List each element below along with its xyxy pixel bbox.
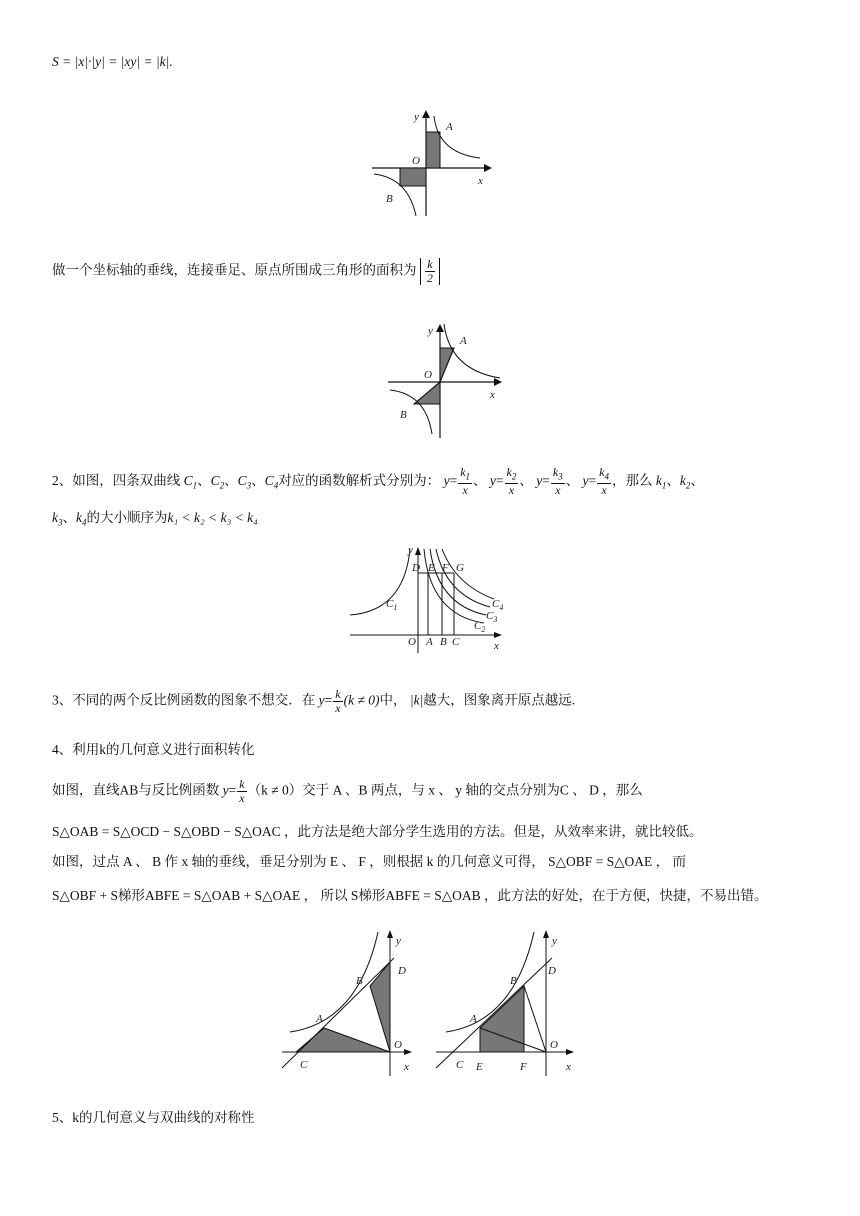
figure-trapezoid-abfe — [436, 928, 586, 1078]
svg-text:y: y — [408, 544, 413, 556]
svg-text:A: A — [446, 121, 453, 133]
svg-text:x: x — [404, 1061, 409, 1073]
item-4-para-2: S△OAB = S△OCD − S△OBD − S△OAC ，此方法是绝大部分学生选用的方法。但是，从效率来讲，就比较低。 — [52, 824, 703, 839]
svg-text:A: A — [470, 1013, 477, 1025]
svg-text:B: B — [510, 975, 517, 987]
svg-text:G: G — [456, 562, 464, 574]
svg-text:E: E — [476, 1061, 483, 1073]
item-4-para-4: S△OBF + S梯形ABFE = S△OAB + S△OAE ， 所以 S梯形ABFE = S△OAB ，此方法的好处，在于方便，快捷，不易出错。 — [52, 888, 768, 903]
svg-text:O: O — [412, 155, 420, 167]
svg-text:B: B — [440, 636, 447, 648]
svg-text:A: A — [426, 636, 433, 648]
svg-text:O: O — [424, 369, 432, 381]
svg-text:C: C — [300, 1059, 308, 1071]
svg-text:E: E — [428, 562, 435, 574]
svg-text:y: y — [428, 325, 433, 337]
item-4-title: 4、利用k的几何意义进行面积转化 — [52, 742, 255, 757]
svg-text:C: C — [452, 636, 460, 648]
svg-text:B: B — [386, 193, 393, 205]
svg-text:C3: $C_3$ — [486, 610, 498, 624]
figure-rectangles — [368, 108, 498, 218]
svg-text:B: B — [400, 409, 407, 421]
formula-text: S = |x|·|y| = |xy| = |k|. — [52, 54, 173, 69]
svg-text:C1: $C_1$ — [386, 598, 398, 612]
item-2-line-2: $k_3$、$k_4$的大小顺序为k₁ < k₂ < k₃ < k₄ — [52, 510, 258, 528]
item-2-line-1: 2、如图，四条双曲线 $C_1$、$C_2$、$C_3$、$C_4$对应的函数解析式分别为： y= $\frac{k_1}{x}$ 、 y= $\frac{k_2}{x}$ 、 y= $\frac{k_3}{x}$ 、 y= $\frac{k_4}{x}$ ，那么 $k_1$、$k_2$、 — [52, 465, 704, 498]
svg-text:C4: $C_4$ — [492, 598, 504, 612]
svg-text:F: F — [520, 1061, 527, 1073]
triangle-area-line: 做一个坐标轴的垂线，连接垂足、原点所围成三角形的面积为 $\frac{k}{2}$ — [52, 258, 830, 285]
svg-text:A: A — [316, 1013, 323, 1025]
item-5-title: 5、k的几何意义与双曲线的对称性 — [52, 1110, 255, 1125]
item-3-line: 3、不同的两个反比例函数的图象不想交．在 y= $\frac{k}{x}$ (k ≠ 0)中， |k|越大，图象离开原点越远. — [52, 687, 576, 715]
svg-text:O: O — [408, 636, 416, 648]
svg-text:x: x — [478, 175, 483, 187]
svg-text:x: x — [566, 1061, 571, 1073]
item-4-para-1: 如图，直线AB与反比例函数 y= $\frac{k}{x}$ （k ≠ 0）交于 A 、B 两点，与 x 、 y 轴的交点分别为C 、 D ，那么 — [52, 777, 643, 805]
svg-text:C: C — [456, 1059, 464, 1071]
svg-text:D: D — [398, 965, 406, 977]
figure-triangle-oab — [282, 928, 422, 1078]
svg-text:O: O — [394, 1039, 402, 1051]
figure-triangles — [386, 320, 516, 440]
svg-text:A: A — [460, 335, 467, 347]
formula-area — [52, 52, 830, 72]
svg-text:y: y — [396, 935, 401, 947]
svg-text:B: B — [356, 975, 363, 987]
svg-text:y: y — [552, 935, 557, 947]
svg-text:x: x — [490, 389, 495, 401]
svg-text:O: O — [550, 1039, 558, 1051]
svg-text:D: D — [412, 562, 420, 574]
item-4-para-3: 如图，过点 A 、 B 作 x 轴的垂线，垂足分别为 E 、 F ，则根据 k 的几何意义可得， S△OBF = S△OAE ， 而 — [52, 854, 687, 869]
svg-text:x: x — [494, 640, 499, 652]
svg-text:F: F — [442, 562, 449, 574]
svg-text:y: y — [414, 111, 419, 123]
svg-text:D: D — [548, 965, 556, 977]
svg-text:C2: $C_2$ — [474, 620, 486, 634]
figure-four-hyperbolas — [346, 545, 516, 655]
